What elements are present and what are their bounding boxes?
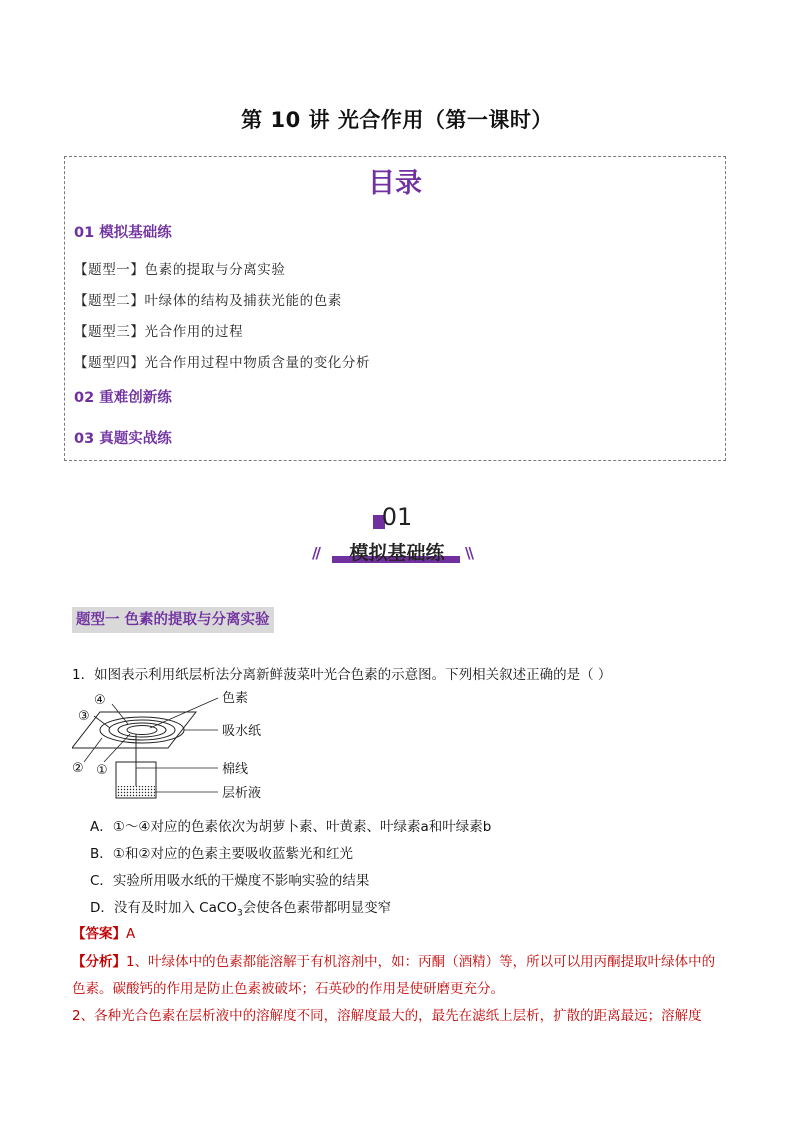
table-of-contents [64, 156, 726, 461]
leader-m4 [112, 704, 128, 724]
toc-section-2[interactable]: 02 重难创新练 [74, 390, 172, 406]
option-d-suffix: 会使各色素带都明显变窄 [242, 900, 392, 916]
toc-section-3[interactable]: 03 真题实战练 [74, 431, 172, 447]
marker-1: ① [96, 763, 108, 778]
toc-item-3[interactable]: 【题型三】光合作用的过程 [74, 324, 244, 340]
option-b[interactable]: B．①和②对应的色素主要吸收蓝紫光和红光 [90, 846, 353, 862]
analysis-label: 【分析】 [72, 954, 126, 970]
label-thread: 棉线 [222, 762, 249, 777]
analysis-paragraph-2: 2、各种光合色素在层析液中的溶解度不同，溶解度最大的，最先在滤纸上层析，扩散的距离最远；溶解度 [72, 1008, 702, 1024]
toc-section-1[interactable]: 01 模拟基础练 [74, 225, 172, 241]
option-d-subscript: 3 [236, 908, 243, 919]
ring-4 [100, 717, 184, 743]
page-title: 第 10 讲 光合作用（第一课时） [241, 108, 553, 132]
marker-3: ③ [78, 709, 90, 724]
option-c[interactable]: C．实验所用吸水纸的干燥度不影响实验的结果 [90, 873, 370, 889]
analysis-paragraph-1 [72, 949, 724, 1003]
marker-4: ④ [94, 693, 106, 708]
section-number: 01 [381, 503, 413, 531]
answer-label: 【答案】 [72, 926, 126, 942]
section-slash-left: // [312, 544, 319, 562]
section-title: 模拟基础练 [349, 542, 445, 564]
chromatography-diagram [72, 686, 272, 806]
label-paper: 吸水纸 [222, 724, 262, 739]
label-pigment: 色素 [222, 691, 249, 706]
marker-2: ② [72, 761, 84, 776]
toc-heading: 目录 [368, 168, 422, 199]
section-slash-right: \\ [465, 544, 472, 562]
analysis-block [72, 949, 724, 1030]
leader-pigment [150, 698, 218, 728]
option-d-prefix: D．没有及时加入 CaCO [90, 900, 237, 916]
solvent-fill [117, 786, 155, 797]
toc-item-4[interactable]: 【题型四】光合作用过程中物质含量的变化分析 [74, 355, 371, 371]
question-stem: 1．如图表示利用纸层析法分离新鲜菠菜叶光合色素的示意图。下列相关叙述正确的是（ ） [72, 667, 612, 683]
label-solvent: 层析液 [222, 786, 262, 801]
option-d[interactable] [90, 896, 391, 919]
answer-value: A [126, 926, 136, 942]
answer-line [72, 922, 135, 942]
toc-item-2[interactable]: 【题型二】叶绿体的结构及捕获光能的色素 [74, 293, 342, 309]
analysis-text-1: 1、叶绿体中的色素都能溶解于有机溶剂中，如：丙酮（酒精）等，所以可以用丙酮提取叶绿体中的色素。碳酸钙的作用是防止色素被破坏；石英砂的作用是使研磨更充分。 [72, 954, 716, 997]
toc-item-1[interactable]: 【题型一】色素的提取与分离实验 [74, 262, 286, 278]
leader-m2 [84, 738, 102, 762]
option-a[interactable]: A．①～④对应的色素依次为胡萝卜素、叶黄素、叶绿素a和叶绿素b [90, 819, 492, 835]
question-type-label: 题型一 色素的提取与分离实验 [72, 607, 274, 633]
